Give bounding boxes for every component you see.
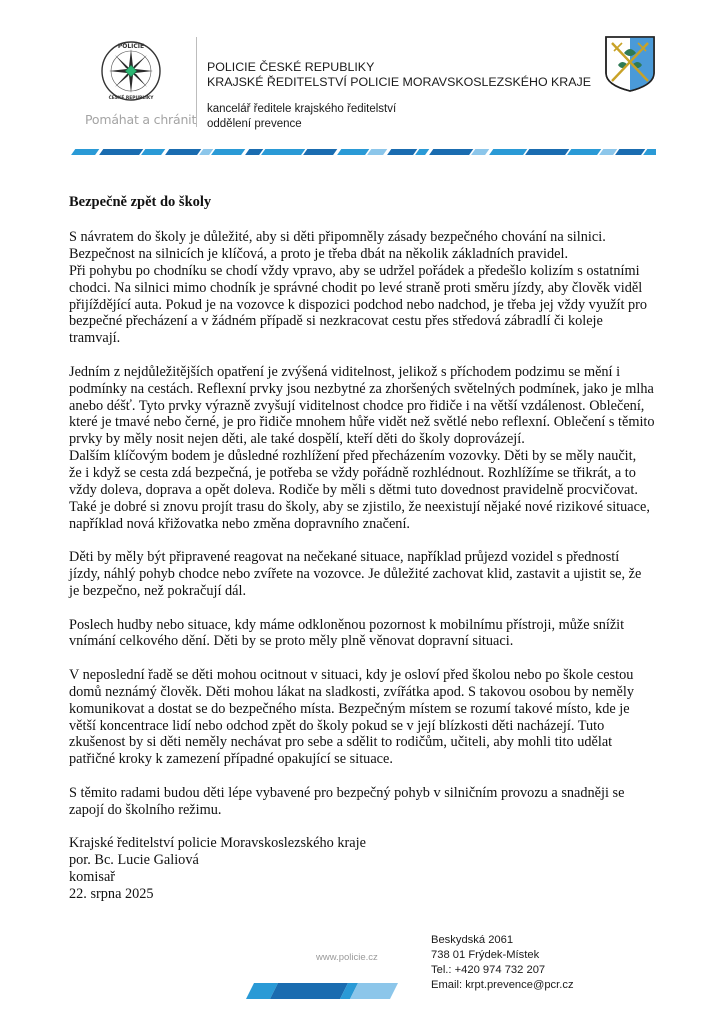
text-line: podmínky na cestách. Reflexní prvky jsou nezbytné za zhoršených světelných podmínek, jako je mlha	[69, 380, 654, 397]
text-line: zapojí do školního režimu.	[69, 801, 222, 818]
motto: Pomáhat a chránit	[85, 112, 197, 127]
signature-block	[69, 835, 655, 903]
document-body	[69, 194, 655, 903]
text-line: patřičné kroky k zamezení případné opakující se situace.	[69, 751, 393, 768]
text-line: chodci. Na silnici mimo chodník je správné chodit po levé straně proti směru jízdy, aby člověk viděl	[69, 279, 643, 296]
svg-text:ČESKÉ REPUBLIKY: ČESKÉ REPUBLIKY	[108, 96, 154, 101]
regional-crest-icon	[604, 35, 656, 93]
org-line: POLICIE ČESKÉ REPUBLIKY	[207, 60, 375, 74]
text-line: Jedním z nejdůležitějších opatření je zvýšená viditelnost, jelikož s příchodem podzimu se mění i	[69, 363, 621, 380]
header-stripe	[70, 148, 656, 156]
text-line: které je tmavé nebo černé, je pro řidiče mnohem hůře vidět než světlé nebo reflexní. Oblečení s těmito	[69, 414, 655, 431]
organization-name	[207, 60, 591, 90]
text-line: zkušenost by si děti neměly nechávat pro sebe a sdělit to rodičům, učiteli, aby mohli tito udělat	[69, 734, 613, 751]
paragraph-4	[69, 617, 655, 651]
text-line: Také je dobré si znovu projít trasu do školy, aby se zjistilo, že neexistují nějaké nové rizikové situace,	[69, 499, 650, 515]
text-line: prvky by měly nosit nejen děti, ale také dospělí, kteří děti do školy doprovázejí.	[69, 431, 525, 448]
contact-email[interactable]: Email: krpt.prevence@pcr.cz	[431, 979, 574, 991]
paragraph-1	[69, 229, 655, 347]
header-divider	[196, 37, 197, 127]
text-line: vnímání celkového dění. Děti by se proto měly plně věnovat dopravní situaci.	[69, 633, 514, 650]
paragraph-6	[69, 785, 655, 819]
footer-stripe	[238, 983, 398, 999]
text-line: tramvají.	[69, 330, 121, 347]
text-line: S těmito radami budou děti lépe vybavené pro bezpečný pohyb v silničním provozu a snadněji se	[69, 784, 625, 801]
svg-text:POLICIE: POLICIE	[117, 43, 145, 50]
police-star-badge-icon	[100, 40, 162, 102]
paragraph-5	[69, 667, 655, 768]
signature-date: 22. srpna 2025	[69, 885, 154, 902]
signature-name: por. Bc. Lucie Galiová	[69, 852, 199, 868]
text-line: přijíždějící auta. Pokud je na vozovce k dispozici podchod nebo nadchod, je třeba jej vždy využít pro	[69, 296, 648, 313]
text-line: je bezpečno, než pokračují dál.	[69, 583, 247, 600]
text-line: jízdy, náhlý pohyb chodce nebo zvířete na vozovce. Je důležité zachovat klid, zastavit a ujistit se, že	[69, 566, 642, 583]
org-line: KRAJSKÉ ŘEDITELSTVÍ POLICIE MORAVSKOSLEZSKÉHO KRAJE	[207, 75, 591, 89]
dept-line: kancelář ředitele krajského ředitelství	[207, 103, 397, 115]
contact-phone: Tel.: +420 974 732 207	[431, 964, 546, 976]
text-line: například nová křižovatka nebo změna dopravního značení.	[69, 515, 411, 532]
text-line: větší koncentrace lidí nebo odchod zpět do školy pokud se v její blízkosti děti nacházejí. Tuto	[69, 717, 605, 734]
text-line: že i když se cesta zdá bezpečná, je potřeba se vždy pořádně rozhlédnout. Rozhlížíme se třikrát, a to	[69, 465, 636, 482]
dept-line: oddělení prevence	[207, 118, 302, 130]
website-link[interactable]: www.policie.cz	[316, 952, 378, 963]
text-line: V neposlední řadě se děti mohou ocitnout v situaci, kdy je osloví před školou nebo po škole cestou	[69, 666, 634, 683]
document-title: Bezpečně zpět do školy	[69, 194, 212, 210]
text-line: bezpečné přecházení a v žádném případě si nezkracovat cestu přes středová zábradlí či koleje	[69, 313, 603, 330]
text-line: anebo déšť. Tyto prvky výrazně zvyšují viditelnost chodce pro řidiče i na větší vzdálenost. Oblečení,	[69, 397, 645, 414]
text-line: Poslech hudby nebo situace, kdy máme odkloněnou pozornost k mobilnímu přístroji, může snížit	[69, 616, 625, 633]
address-street: Beskydská 2061	[431, 934, 514, 946]
department-name	[207, 102, 396, 132]
signature-organization: Krajské ředitelství policie Moravskoslezského kraje	[69, 835, 366, 852]
text-line: komunikovat a dostat se do bezpečného místa. Bezpečným místem se rozumí takové místo, kde je	[69, 700, 630, 717]
text-line: vždy doleva, doprava a opět doleva. Rodiče by měli s dětmi tuto dovednost pravidelně procvičovat.	[69, 482, 638, 499]
contact-address	[431, 933, 574, 993]
paragraph-3	[69, 549, 655, 600]
text-line: Při pohybu po chodníku se chodí vždy vpravo, aby se udržel pořádek a předešlo kolizím s ostatními	[69, 262, 640, 279]
text-line: domů neznámý člověk. Děti mohou lákat na sladkosti, zvířátka apod. S takovou osobou by neměly	[69, 683, 635, 700]
address-city: 738 01 Frýdek-Místek	[431, 949, 540, 961]
paragraph-2	[69, 364, 655, 533]
text-line: S návratem do školy je důležité, aby si děti připomněly zásady bezpečného chování na silnici.	[69, 228, 606, 245]
text-line: Dalším klíčovým bodem je důsledné rozhlížení před přecházením vozovky. Děti by se měly naučit,	[69, 448, 637, 465]
signature-rank: komisař	[69, 868, 116, 885]
text-line: Děti by měly být připravené reagovat na nečekané situace, například průjezd vozidel s předností	[69, 549, 620, 566]
text-line: Bezpečnost na silnicích je klíčová, a proto je třeba dbát na několik základních pravidel.	[69, 245, 569, 262]
